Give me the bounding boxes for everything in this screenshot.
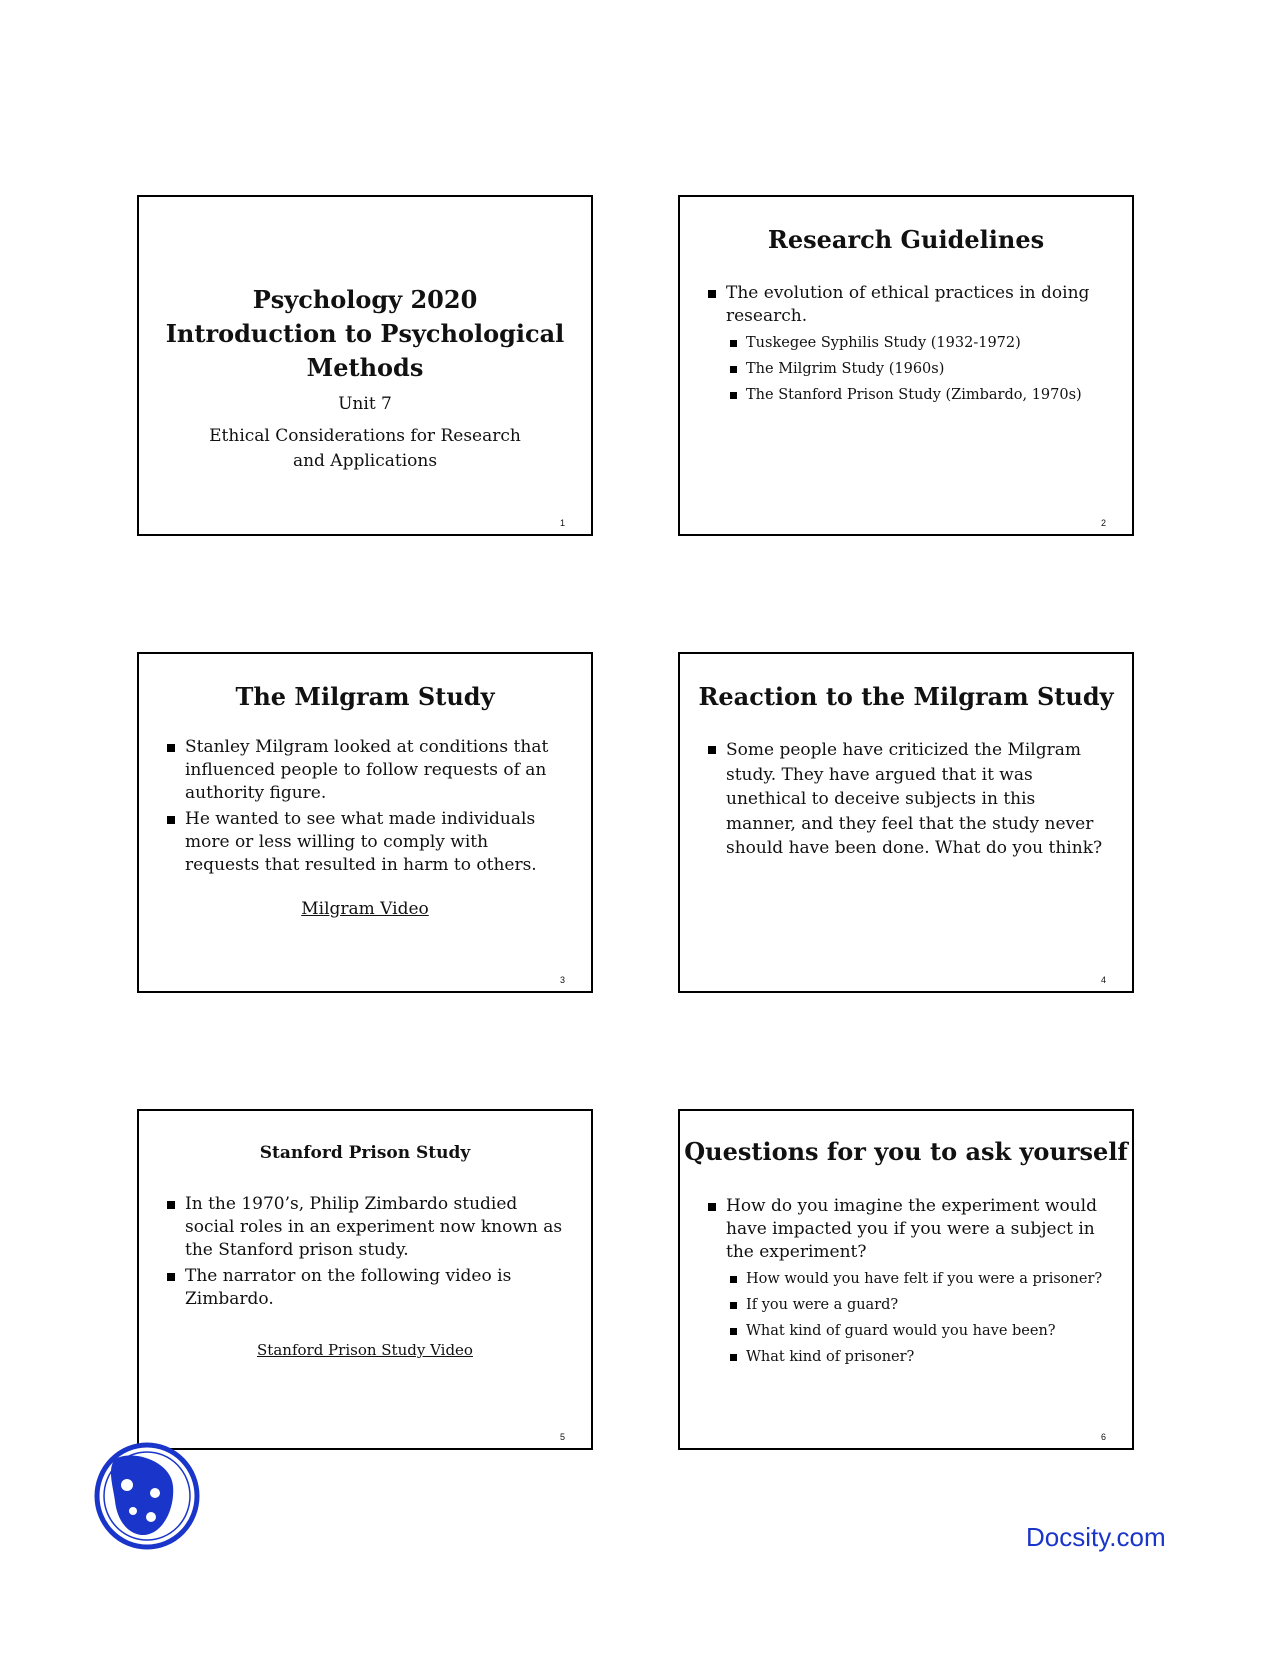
bullet-list [708, 738, 1108, 864]
slide-title: Questions for you to ask yourself [684, 1137, 1128, 1166]
bullet-item: He wanted to see what made individuals more or less willing to comply with requests that resulted in harm to others. [167, 808, 567, 877]
bullet-item [708, 282, 1108, 405]
slide-title: The Milgram Study [235, 682, 495, 711]
slide-number: 6 [1100, 1432, 1106, 1442]
bullet-list [708, 1195, 1108, 1373]
slide-subtitle: Ethical Considerations for Research and Applications [209, 426, 521, 471]
docsity-brand-link[interactable]: Docsity.com [1026, 1522, 1166, 1552]
title-line: Psychology 2020 [252, 285, 478, 314]
bullet-text: The evolution of ethical practices in doing research. [726, 283, 1090, 326]
slide-number: 3 [559, 975, 565, 985]
slide-title: Reaction to the Milgram Study [698, 682, 1114, 711]
bullet-item [708, 1195, 1108, 1367]
slide-number: 5 [559, 1432, 565, 1442]
sub-bullet-item: If you were a guard? [730, 1295, 1108, 1315]
title-line: Introduction to Psychological [165, 319, 565, 348]
sub-bullet-item: The Stanford Prison Study (Zimbardo, 1970s) [730, 385, 1108, 405]
sub-bullet-item: Tuskegee Syphilis Study (1932-1972) [730, 333, 1108, 353]
bullet-text: How do you imagine the experiment would have impacted you if you were a subject in the experiment? [726, 1196, 1097, 1262]
sub-bullet-list [730, 1269, 1108, 1367]
slide-4 [678, 652, 1134, 993]
bullet-list [708, 282, 1108, 411]
milgram-video-link[interactable]: Milgram Video [301, 899, 429, 919]
unit-label: Unit 7 [338, 394, 392, 414]
bullet-item: In the 1970’s, Philip Zimbardo studied social roles in an experiment now known as the Stanford prison study. [167, 1193, 567, 1262]
bullet-item: The narrator on the following video is Zimbardo. [167, 1265, 567, 1311]
bullet-item: Some people have criticized the Milgram study. They have argued that it was unethical to deceive subjects in this manner, and they feel that the study never should have been done. What do you think? [708, 738, 1108, 861]
bullet-list [167, 736, 567, 880]
slide-2 [678, 195, 1134, 536]
slide-1 [137, 195, 593, 536]
slide-5 [137, 1109, 593, 1450]
slide-number: 1 [559, 518, 565, 528]
sub-bullet-item: The Milgrim Study (1960s) [730, 359, 1108, 379]
sub-bullet-item: How would you have felt if you were a prisoner? [730, 1269, 1108, 1289]
sub-bullet-item: What kind of prisoner? [730, 1347, 1108, 1367]
slide-title: Research Guidelines [767, 225, 1045, 254]
slide-number: 2 [1100, 518, 1106, 528]
slide-3 [137, 652, 593, 993]
sub-bullet-item: What kind of guard would you have been? [730, 1321, 1108, 1341]
slide-number: 4 [1100, 975, 1106, 985]
slide-title: Stanford Prison Study [259, 1143, 471, 1163]
docsity-logo-icon [93, 1441, 201, 1551]
slide-title [139, 283, 591, 385]
sub-bullet-list [730, 333, 1108, 405]
bullet-list [167, 1193, 567, 1314]
title-line: Methods [306, 353, 424, 382]
slide-6 [678, 1109, 1134, 1450]
bullet-item: Stanley Milgram looked at conditions that influenced people to follow requests of an authority figure. [167, 736, 567, 805]
stanford-video-link[interactable]: Stanford Prison Study Video [257, 1341, 473, 1359]
